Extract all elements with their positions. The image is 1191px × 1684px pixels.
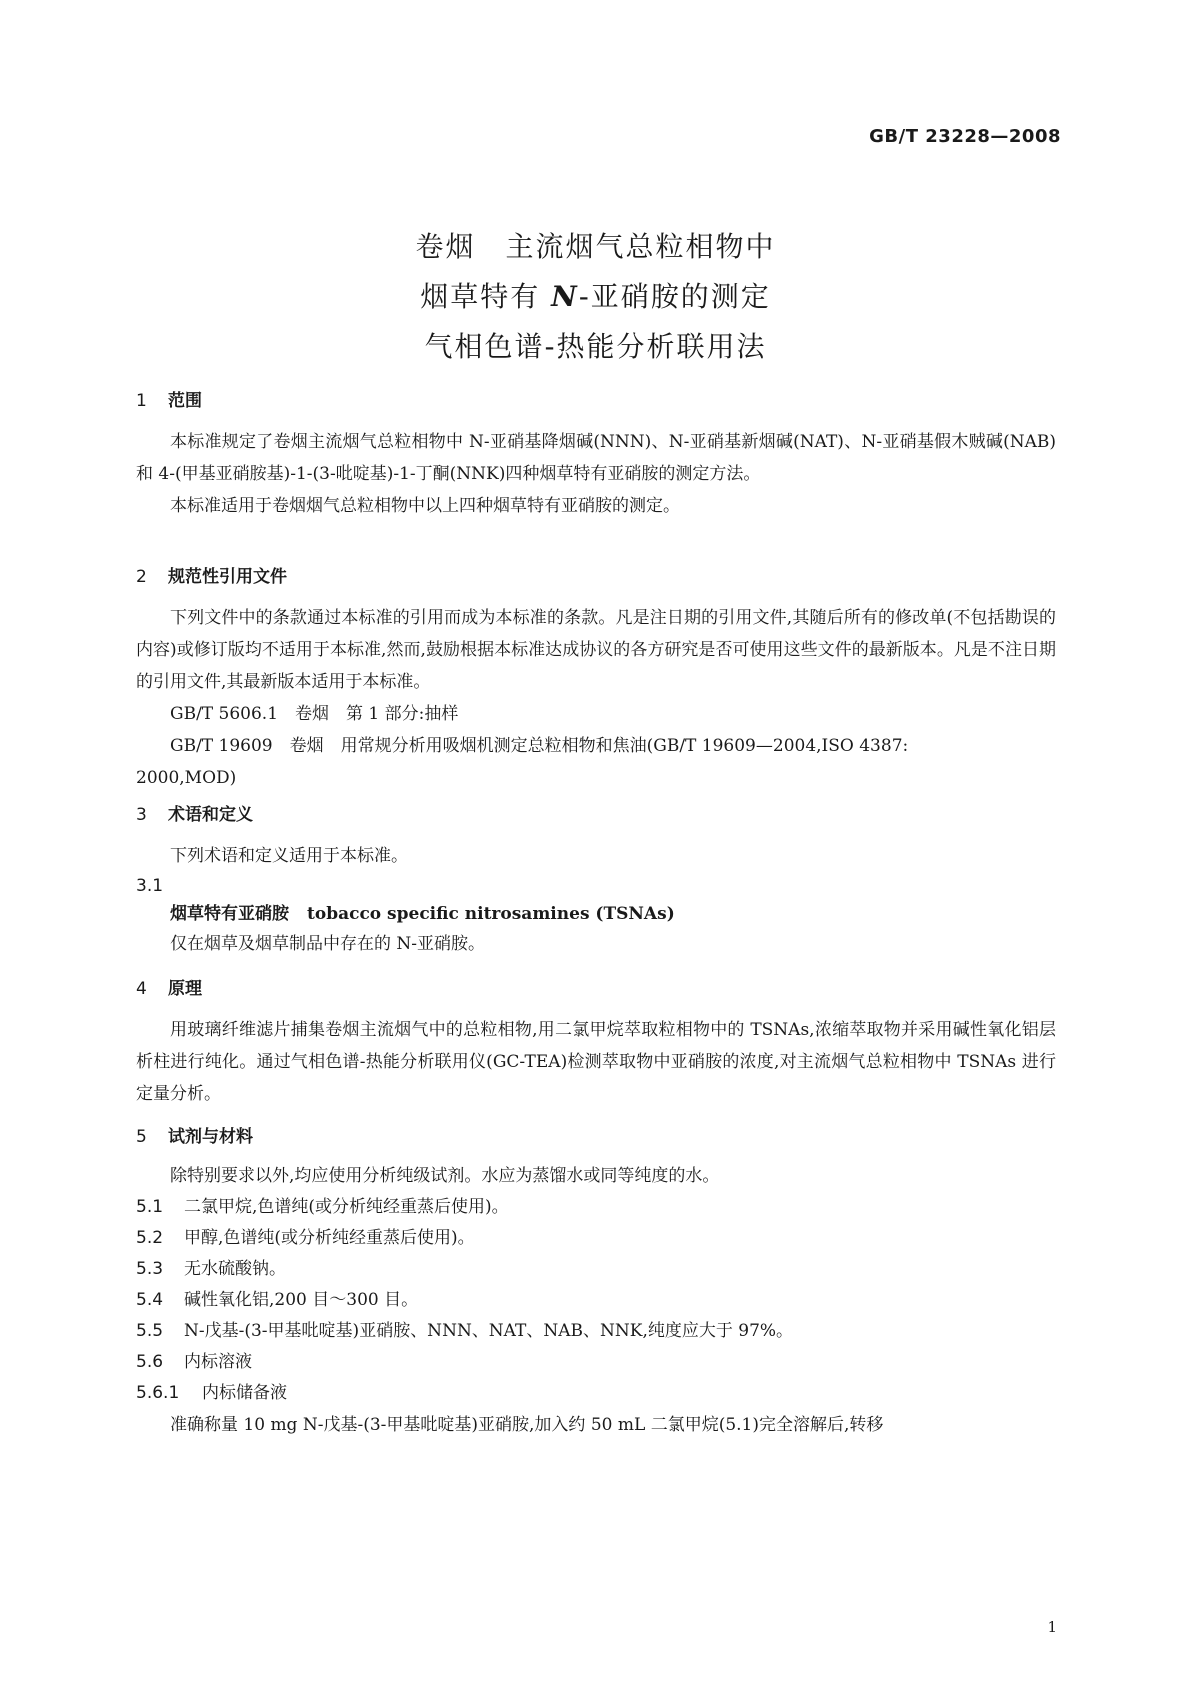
title-line-3: 气相色谱-热能分析联用法	[424, 330, 767, 363]
item-number: 5.6.1	[136, 1383, 180, 1403]
item-number: 5.4	[136, 1290, 164, 1310]
section-4-number: 4	[136, 979, 147, 999]
item-number: 5.5	[136, 1321, 164, 1341]
section-4-paragraph-1: 用玻璃纤维滤片捕集卷烟主流烟气中的总粒相物,用二氯甲烷萃取粒相物中的 TSNAs,浓缩萃取物并采用碱性氧化铝层析柱进行纯化。通过气相色谱-热能分析联用仪(GC-TEA)检测萃取物中亚硝胺的浓度,对主流烟气总粒相物中 TSNAs 进行定量分析。	[136, 1020, 1056, 1104]
section-2-number: 2	[136, 567, 147, 587]
section-5-paragraph-1: 除特别要求以外,均应使用分析纯级试剂。水应为蒸馏水或同等纯度的水。	[170, 1166, 720, 1186]
section-5-heading	[136, 1122, 1056, 1148]
term-number: 3.1	[136, 876, 164, 896]
term-definition: 仅在烟草及烟草制品中存在的 N-亚硝胺。	[170, 934, 486, 954]
section-2-paragraph-1: 下列文件中的条款通过本标准的引用而成为本标准的条款。凡是注日期的引用文件,其随后所有的修改单(不包括勘误的内容)或修订版均不适用于本标准,然而,鼓励根据本标准达成协议的各方研究是否可使用这些文件的最新版本。凡是不注日期的引用文件,其最新版本适用于本标准。	[136, 608, 1056, 692]
section-3	[136, 800, 1056, 960]
section-5-title: 试剂与材料	[168, 1127, 253, 1147]
title-line-1: 卷烟 主流烟气总粒相物中	[415, 230, 776, 263]
term-english: tobacco specific nitrosamines (TSNAs)	[307, 904, 675, 924]
section-2-heading	[136, 562, 1056, 588]
list-item	[136, 1316, 1056, 1347]
term-chinese: 烟草特有亚硝胺	[170, 904, 289, 924]
section-1	[136, 386, 1056, 522]
section-4	[136, 974, 1056, 1110]
reference-2-line-1: GB/T 19609 卷烟 用常规分析用吸烟机测定总粒相物和焦油(GB/T 19609—2004,ISO 4387:	[170, 736, 909, 756]
item-text: 二氯甲烷,色谱纯(或分析纯经重蒸后使用)。	[184, 1197, 509, 1217]
page-number: 1	[1047, 1618, 1057, 1636]
list-item	[136, 1192, 1056, 1223]
section-2	[136, 562, 1056, 794]
list-item	[136, 1254, 1056, 1285]
section-1-heading	[136, 386, 1056, 412]
section-5-paragraph-last: 准确称量 10 mg N-戊基-(3-甲基吡啶基)亚硝胺,加入约 50 mL 二氯甲烷(5.1)完全溶解后,转移	[170, 1415, 884, 1435]
section-4-title: 原理	[168, 979, 202, 999]
section-2-title: 规范性引用文件	[168, 567, 287, 587]
section-1-number: 1	[136, 391, 147, 411]
reference-1: GB/T 5606.1 卷烟 第 1 部分:抽样	[170, 704, 459, 724]
reference-2-line-2: 2000,MOD)	[136, 768, 237, 788]
section-1-paragraph-1: 本标准规定了卷烟主流烟气总粒相物中 N-亚硝基降烟碱(NNN)、N-亚硝基新烟碱(NAT)、N-亚硝基假木贼碱(NAB)和 4-(甲基亚硝胺基)-1-(3-吡啶基)-1-丁酮(NNK)四种烟草特有亚硝胺的测定方法。	[136, 432, 1056, 484]
title-line-2-part-b: -亚硝胺的测定	[578, 280, 771, 313]
item-number: 5.3	[136, 1259, 164, 1279]
list-item	[136, 1223, 1056, 1254]
term-entry	[136, 900, 1056, 928]
section-3-paragraph-1: 下列术语和定义适用于本标准。	[170, 846, 408, 866]
item-number: 5.6	[136, 1352, 164, 1372]
section-3-heading	[136, 800, 1056, 826]
item-number: 5.2	[136, 1228, 164, 1248]
section-5-number: 5	[136, 1127, 147, 1147]
section-1-paragraph-2: 本标准适用于卷烟烟气总粒相物中以上四种烟草特有亚硝胺的测定。	[170, 496, 680, 516]
list-item	[136, 1347, 1056, 1378]
section-1-title: 范围	[168, 391, 202, 411]
item-number: 5.1	[136, 1197, 164, 1217]
title-italic-n: N	[551, 280, 579, 313]
item-text: 内标溶液	[184, 1352, 252, 1372]
section-4-heading	[136, 974, 1056, 1000]
list-item	[136, 1285, 1056, 1316]
item-text: 碱性氧化铝,200 目～300 目。	[184, 1290, 419, 1310]
section-3-title: 术语和定义	[168, 805, 253, 825]
standard-code: GB/T 23228—2008	[869, 126, 1061, 147]
section-3-number: 3	[136, 805, 147, 825]
item-text: 内标储备液	[202, 1383, 287, 1403]
item-text: N-戊基-(3-甲基吡啶基)亚硝胺、NNN、NAT、NAB、NNK,纯度应大于 97%。	[184, 1321, 794, 1341]
item-text: 无水硫酸钠。	[184, 1259, 286, 1279]
document-title	[0, 222, 1191, 372]
item-text: 甲醇,色谱纯(或分析纯经重蒸后使用)。	[184, 1228, 475, 1248]
title-line-2	[0, 272, 1191, 322]
section-5	[136, 1122, 1056, 1441]
list-item	[136, 1378, 1056, 1409]
title-line-2-part-a: 烟草特有	[420, 280, 552, 313]
